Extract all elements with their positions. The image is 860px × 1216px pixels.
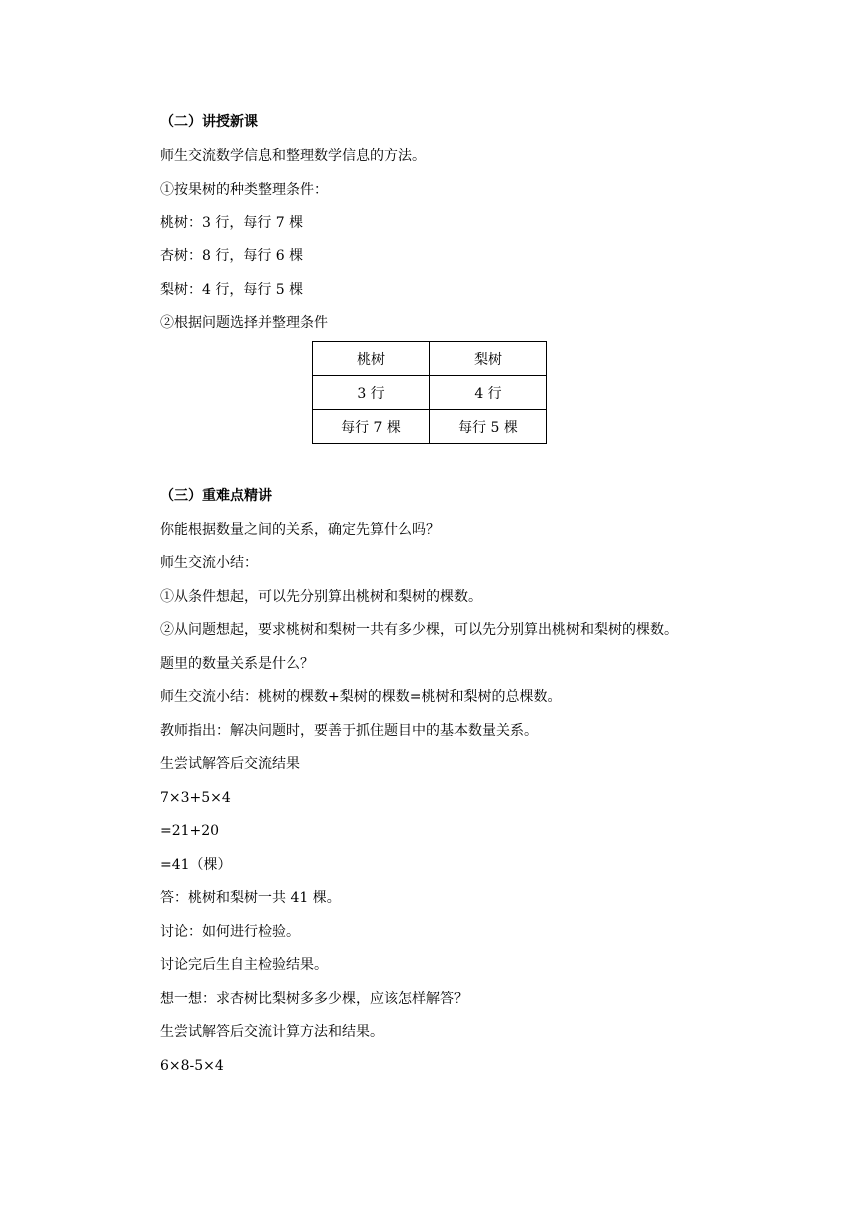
answer-line: 答：桃树和梨树一共 41 棵。 bbox=[160, 890, 341, 906]
paragraph-line: ②根据问题选择并整理条件 bbox=[160, 315, 328, 331]
paragraph-line: 讨论完后生自主检验结果。 bbox=[160, 957, 328, 973]
tree-conditions-table bbox=[312, 341, 547, 444]
table-cell: 每行 5 棵 bbox=[430, 410, 547, 444]
paragraph-line: ①按果树的种类整理条件： bbox=[160, 182, 328, 198]
equation-line: =41（棵） bbox=[160, 857, 232, 873]
paragraph-line: 讨论：如何进行检验。 bbox=[160, 924, 300, 940]
paragraph-line: 桃树：3 行，每行 7 棵 bbox=[160, 215, 304, 231]
table-cell: 每行 7 棵 bbox=[313, 410, 430, 444]
paragraph-line: 杏树：8 行，每行 6 棵 bbox=[160, 248, 304, 264]
paragraph-line: 题里的数量关系是什么？ bbox=[160, 656, 314, 672]
paragraph-line: 师生交流小结：桃树的棵数+梨树的棵数=桃树和梨树的总棵数。 bbox=[160, 689, 562, 705]
table-row bbox=[313, 410, 547, 444]
paragraph-line: 生尝试解答后交流结果 bbox=[160, 756, 300, 772]
table-row bbox=[313, 376, 547, 410]
paragraph-line: 你能根据数量之间的关系，确定先算什么吗？ bbox=[160, 522, 440, 538]
paragraph-line: 师生交流数学信息和整理数学信息的方法。 bbox=[160, 148, 426, 164]
paragraph-line: 教师指出：解决问题时，要善于抓住题目中的基本数量关系。 bbox=[160, 723, 538, 739]
paragraph-line: 师生交流小结： bbox=[160, 555, 258, 571]
table-cell: 梨树 bbox=[430, 342, 547, 376]
equation-line: 6×8-5×4 bbox=[160, 1058, 224, 1074]
table-cell: 桃树 bbox=[313, 342, 430, 376]
equation-line: 7×3+5×4 bbox=[160, 790, 231, 806]
table-cell: 3 行 bbox=[313, 376, 430, 410]
paragraph-line: ①从条件想起，可以先分别算出桃树和梨树的棵数。 bbox=[160, 589, 482, 605]
section-heading-key-points: （三）重难点精讲 bbox=[160, 488, 272, 504]
paragraph-line: 生尝试解答后交流计算方法和结果。 bbox=[160, 1024, 384, 1040]
table-row bbox=[313, 342, 547, 376]
paragraph-line: 梨树：4 行，每行 5 棵 bbox=[160, 282, 304, 298]
paragraph-line: 想一想：求杏树比梨树多多少棵，应该怎样解答？ bbox=[160, 991, 468, 1007]
section-heading-teaching: （二）讲授新课 bbox=[160, 114, 258, 130]
paragraph-line: ②从问题想起，要求桃树和梨树一共有多少棵，可以先分别算出桃树和梨树的棵数。 bbox=[160, 622, 678, 638]
table-cell: 4 行 bbox=[430, 376, 547, 410]
equation-line: =21+20 bbox=[160, 823, 220, 839]
